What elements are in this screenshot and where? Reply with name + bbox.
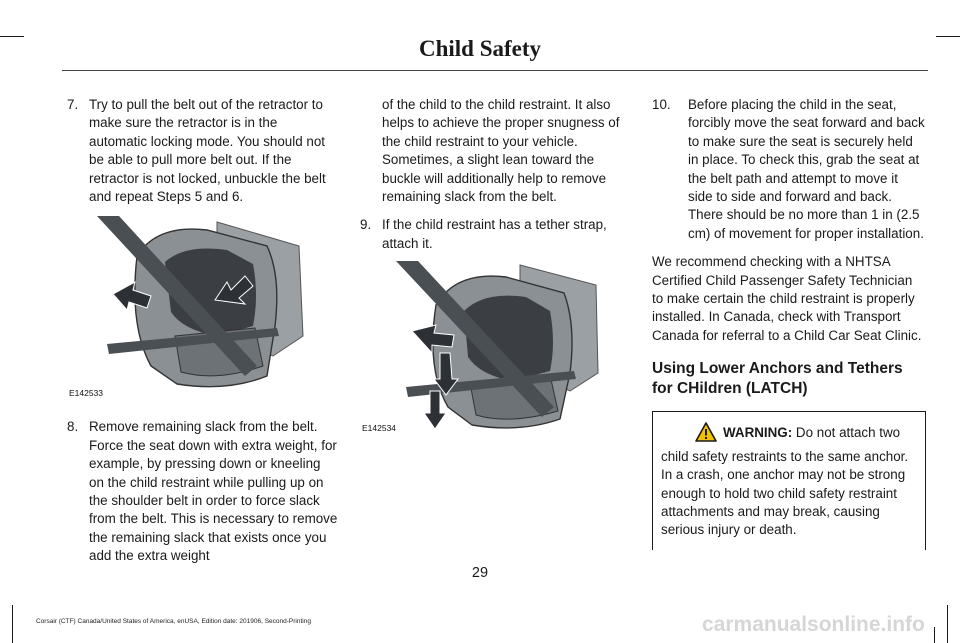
footer-edition-note: Corsair (CTF) Canada/United States of America, enUSA, Edition date: 201906, Second-Printing <box>36 618 311 625</box>
step-text: Try to pull the belt out of the retractor to make sure the retractor is in the automatic locking mode. You should not be able to pull more belt out. If the retractor is not locked, unbuckle the belt and repeat Steps 5 and 6. <box>89 97 326 205</box>
warning-box <box>652 411 926 549</box>
step-text: If the child restraint has a tether strap, attach it. <box>382 217 607 251</box>
step-7 <box>67 96 339 206</box>
recommendation-paragraph: We recommend checking with a NHTSA Certified Child Passenger Safety Technician to make certain the child restraint is properly installed. In Canada, check with Transport Canada for referral to a Child Car Seat Clinic. <box>652 254 922 343</box>
figure-code: E142533 <box>69 388 104 399</box>
step-8-continuation: of the child to the child restraint. It also helps to achieve the proper snugness of the child restraint to your vehicle. Sometimes, a slight lean toward the buckle will additionally help to remove remaining slack from the belt. <box>382 97 620 205</box>
page-title: Child Safety <box>418 36 542 61</box>
step-text: Remove remaining slack from the belt. Force the seat down with extra weight, for example, by pressing down or kneeling on the child restraint while pulling up on the shoulder belt in order to force slack from the belt. This is necessary to remove the remaining slack that exists once you add the extra weight <box>89 419 338 564</box>
step-10 <box>652 96 926 243</box>
child-seat-illustration <box>360 261 632 441</box>
step-number: 9. <box>360 217 372 233</box>
column-left <box>67 96 339 566</box>
step-8 <box>67 418 339 565</box>
warning-text: Do not attach two child safety restraints to the same anchor. In a crash, one anchor may not be strong enough to hold two child safety restraint attachments and may break, causing serious injury or death. <box>661 425 909 538</box>
crop-mark <box>934 627 935 643</box>
step-9 <box>360 216 634 253</box>
step-number: 8. <box>67 419 79 435</box>
figure-code: E142534 <box>362 422 397 433</box>
figure-seat-tether <box>360 261 632 441</box>
figure-seat-retractor <box>67 216 339 406</box>
step-text: Before placing the child in the seat, forcibly move the seat forward and back to make sure the seat is securely held in place. To check this, grab the seat at the belt path and attempt to move it side to side and forward and back. There should be no more than 1 in (2.5 cm) of movement for proper installation. <box>688 97 925 241</box>
watermark: carmanualsonline.info <box>702 613 925 636</box>
child-seat-illustration <box>67 216 339 406</box>
column-right <box>652 96 926 550</box>
column-middle <box>360 96 634 453</box>
crop-mark <box>12 605 13 643</box>
warning-label: WARNING: <box>723 425 793 441</box>
warning-triangle-icon <box>695 422 717 447</box>
page-number: 29 <box>471 565 489 581</box>
section-heading: Using Lower Anchors and Tethers for CHildren (LATCH) <box>652 360 903 398</box>
step-number: 10. <box>652 97 671 112</box>
step-number: 7. <box>67 97 79 112</box>
header-divider <box>62 70 928 71</box>
crop-mark <box>947 605 948 643</box>
